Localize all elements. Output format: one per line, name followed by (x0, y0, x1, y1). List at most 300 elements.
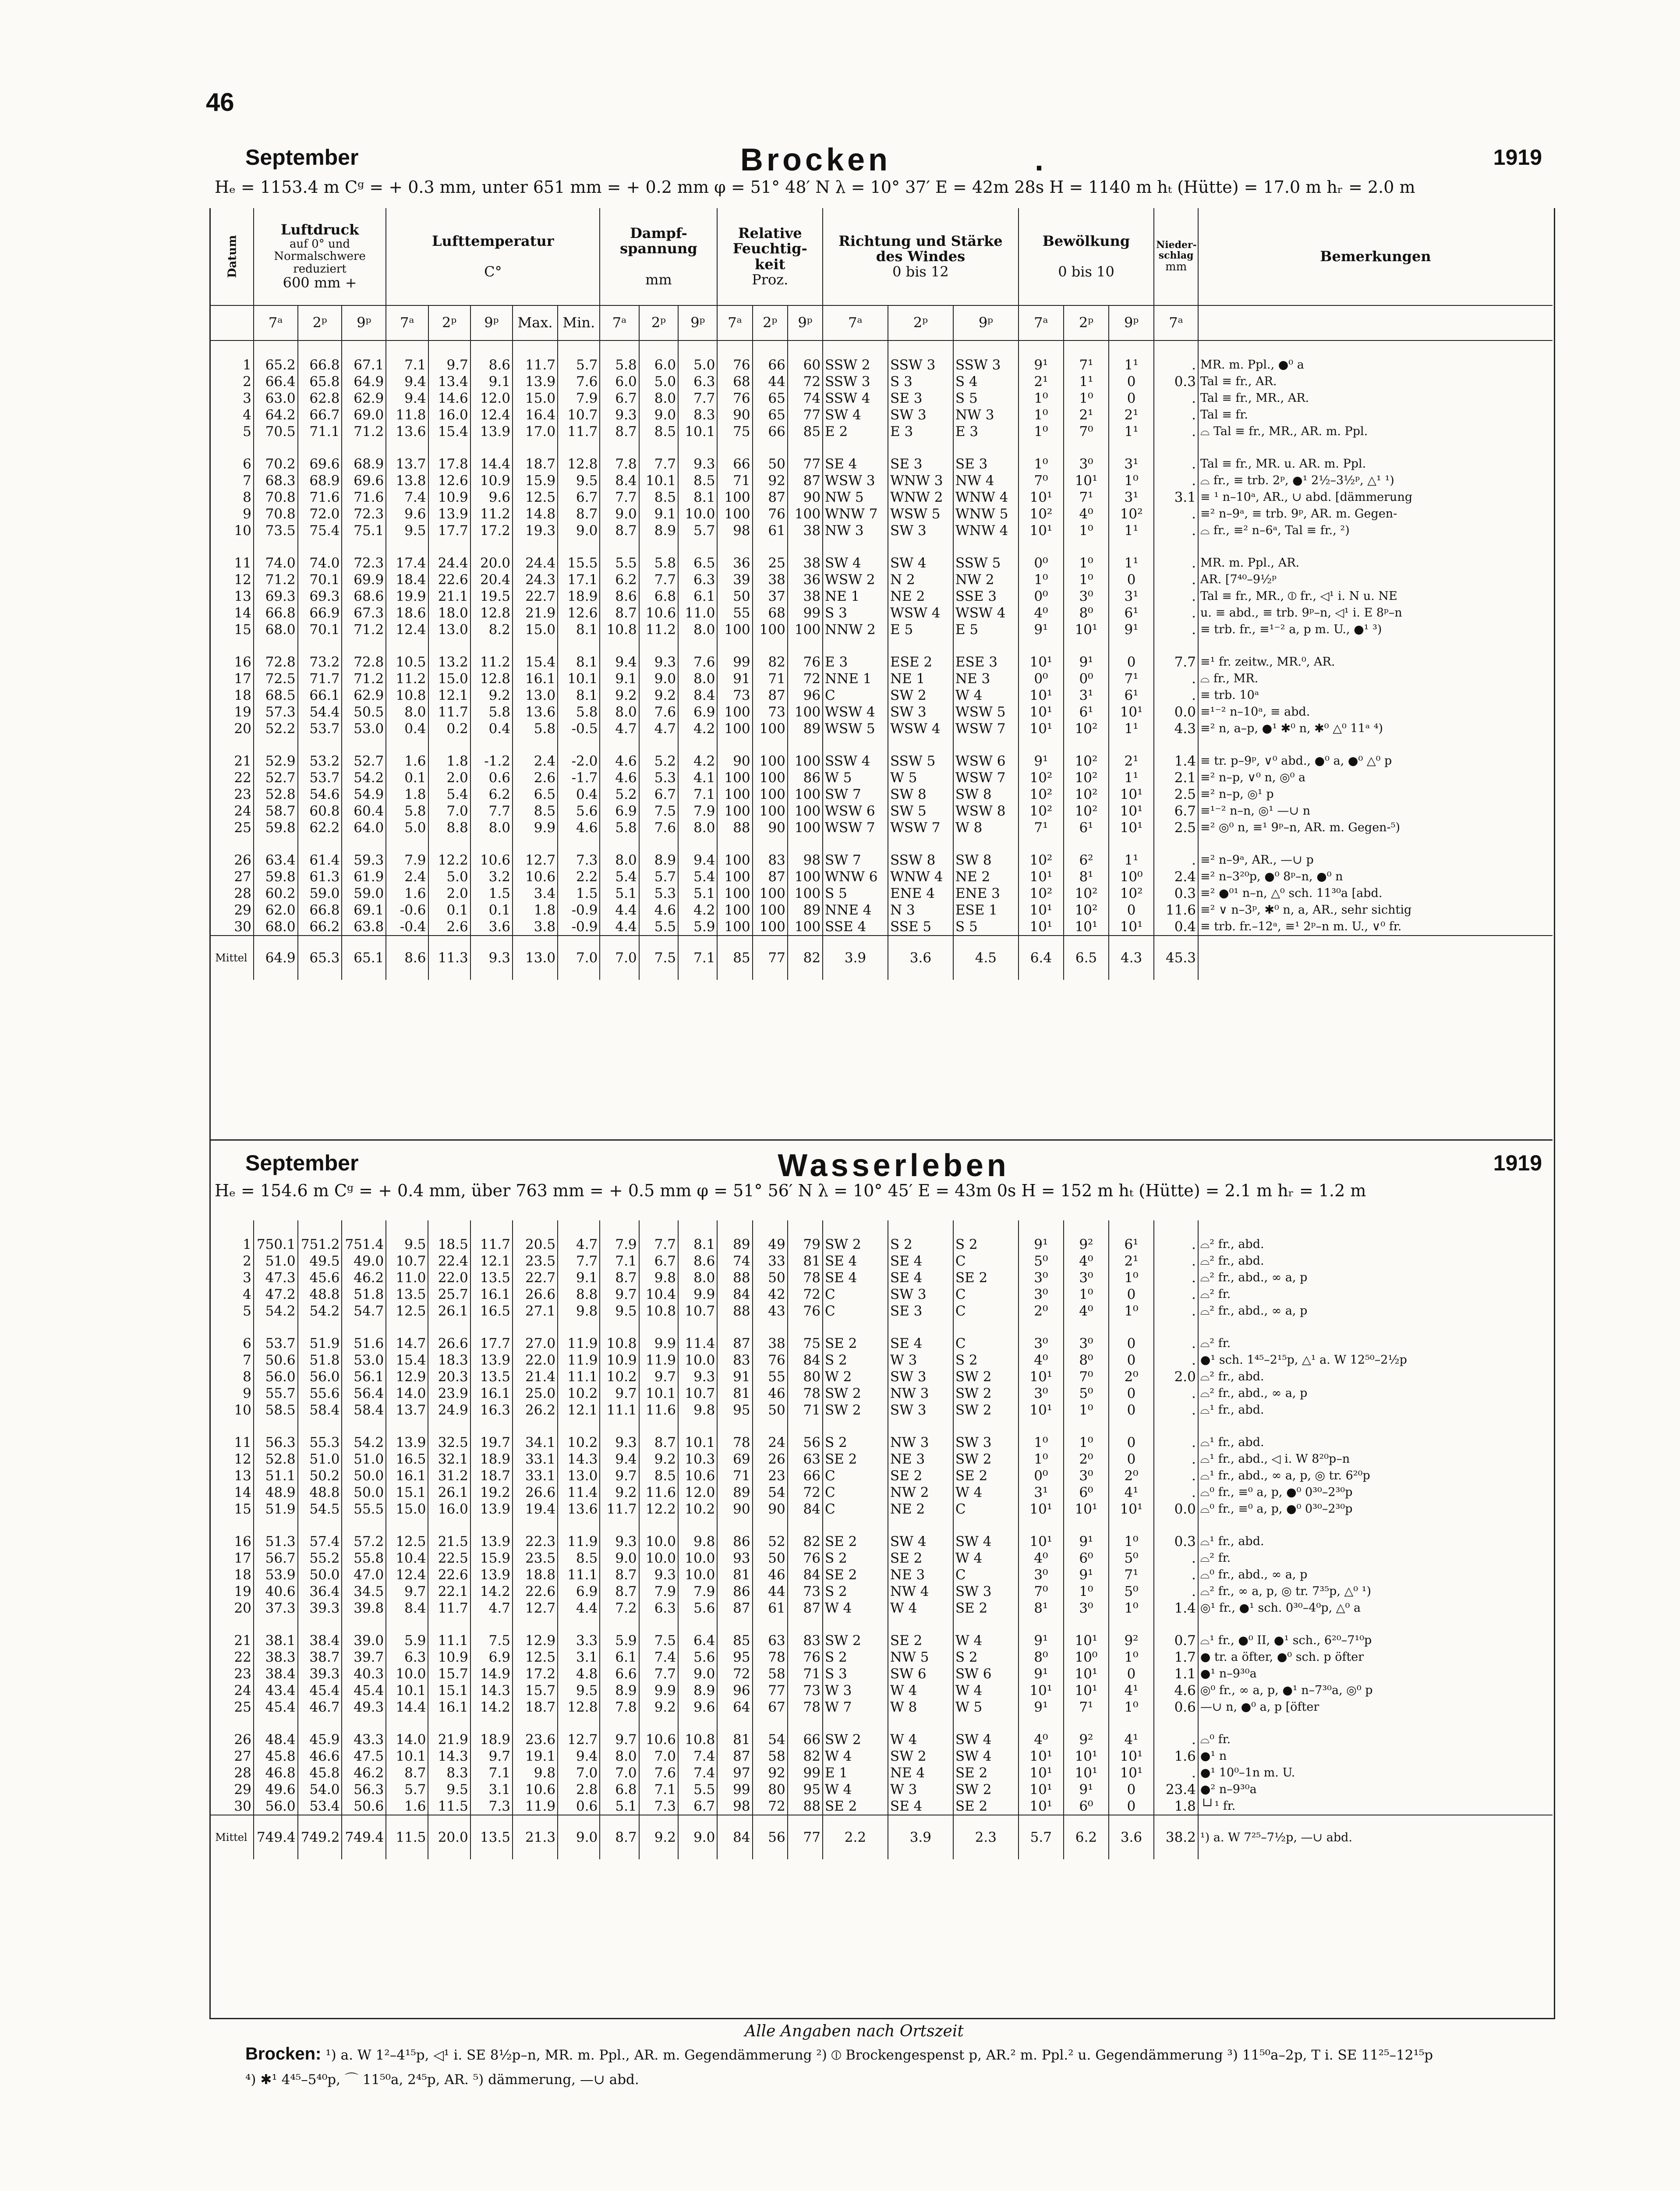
table-cell: 66 (788, 1731, 823, 1748)
table-cell: 86 (717, 1533, 752, 1550)
table-cell: -0.4 (386, 918, 428, 936)
table-cell: S 2 (823, 1649, 888, 1666)
table-cell: 12.1 (558, 1402, 600, 1418)
table-cell: 100 (753, 786, 788, 803)
mittel-cell: 6.5 (1064, 936, 1109, 980)
table-cell: 1.6 (386, 753, 428, 769)
col-dampfspannung: Dampf-spannung mm (600, 208, 717, 305)
table-cell: 0 (1109, 390, 1154, 407)
table-cell: . (1154, 1583, 1198, 1600)
table-cell: 76 (788, 1303, 823, 1319)
table-cell: 81 (717, 1731, 752, 1748)
mittel-cell: 7.1 (678, 936, 717, 980)
table-cell: 59.8 (254, 869, 298, 885)
table-cell: 7.4 (386, 489, 428, 506)
table-cell: 98 (788, 852, 823, 869)
table-cell: 20 (209, 720, 254, 737)
footnote-line-1: Brocken: ¹) a. W 1²–4¹⁵p, ◁¹ i. SE 8½p–n, MR. m. Ppl., AR. m. Gegendämmerung ²) ⦶ Brockengespenst p, AR.² m. Ppl.² u. Gegendämmerung ³) 11⁵⁰a–2p, T i. SE 11²⁵–12¹⁵p (245, 2044, 1433, 2063)
table-cell: 100 (788, 885, 823, 902)
table-cell: 9.4 (386, 373, 428, 390)
table-cell: 10.0 (639, 1533, 678, 1550)
table-cell: 51.6 (342, 1335, 386, 1352)
table-cell: W 5 (888, 769, 953, 786)
table-cell: 83 (717, 1352, 752, 1368)
table-cell: 15.1 (428, 1682, 470, 1699)
table-cell: 53.2 (298, 753, 342, 769)
table-cell: 10.6 (639, 605, 678, 621)
table-cell: NE 4 (888, 1765, 953, 1781)
table-cell: 90 (753, 819, 788, 836)
table-cell: 62.0 (254, 902, 298, 918)
table-cell: 51.0 (342, 1451, 386, 1468)
table-cell: 66.8 (298, 902, 342, 918)
table-cell: 7.3 (470, 1798, 513, 1815)
table-cell: ⌓ fr., MR. (1200, 672, 1259, 685)
table-cell: ⌓² fr., abd., ∞ a, p (1200, 1386, 1308, 1400)
table-cell: 100 (717, 869, 752, 885)
table-cell: 26 (209, 1731, 254, 1748)
table-cell: 8.1 (678, 1236, 717, 1253)
table-cell: W 8 (953, 819, 1019, 836)
table-cell: 8.3 (428, 1765, 470, 1781)
table-cell: 9¹ (1019, 1699, 1064, 1716)
table-cell: 62.9 (342, 390, 386, 407)
table-cell: 10¹ (1064, 472, 1109, 489)
table-cell: 56.0 (254, 1368, 298, 1385)
table-cell: ⌓² fr., abd. (1200, 1254, 1264, 1268)
table-cell: 75 (717, 423, 752, 440)
table-cell: 71 (717, 1468, 752, 1484)
table-cell: 0.2 (428, 720, 470, 737)
table-cell: 10.9 (470, 472, 513, 489)
mittel-cell: 5.7 (1019, 1815, 1064, 1859)
table-cell: C (823, 1468, 888, 1484)
table-cell: 5.0 (428, 869, 470, 885)
table-cell: WSW 2 (823, 571, 888, 588)
table-cell: 81 (788, 1253, 823, 1269)
table-cell: 5.1 (678, 885, 717, 902)
table-cell: 15.9 (513, 472, 558, 489)
table-cell: 31.2 (428, 1468, 470, 1484)
table-cell: SW 2 (888, 1748, 953, 1765)
table-cell: 88 (717, 1269, 752, 1286)
table-cell: 8.8 (428, 819, 470, 836)
table-cell: 10¹ (1109, 1501, 1154, 1517)
table-cell: 74 (788, 390, 823, 407)
table-cell: 5.8 (558, 704, 600, 720)
table-cell: 54.2 (342, 1434, 386, 1451)
table-cell: 12.5 (386, 1533, 428, 1550)
table-cell: 59.0 (342, 885, 386, 902)
table-cell: 20.5 (513, 1236, 558, 1253)
table-cell: 50.0 (342, 1484, 386, 1501)
table-cell: 51.9 (298, 1335, 342, 1352)
table-cell: 3⁰ (1019, 1269, 1064, 1286)
table-cell: SSW 8 (888, 852, 953, 869)
table-cell: —∪ n, ●⁰ a, p [öfter (1200, 1700, 1319, 1714)
table-cell: 15.0 (513, 621, 558, 638)
table-cell: S 2 (823, 1434, 888, 1451)
table-cell: 15.9 (470, 1550, 513, 1567)
table-cell: 55 (717, 605, 752, 621)
table-cell: 4.7 (639, 720, 678, 737)
table-cell: 53.4 (298, 1798, 342, 1815)
table-cell: C (823, 687, 888, 704)
table-cell: 0 (1109, 654, 1154, 670)
table-cell: 22.6 (428, 1567, 470, 1583)
table-cell: 5⁰ (1019, 1253, 1064, 1269)
table-cell: 45.8 (298, 1765, 342, 1781)
table-cell: 25 (209, 1699, 254, 1716)
table-cell: 10¹ (1019, 1682, 1064, 1699)
table-cell: 10.0 (678, 1567, 717, 1583)
table-cell: SE 3 (888, 456, 953, 472)
table-cell: 50.5 (342, 704, 386, 720)
table-cell: . (1154, 1303, 1198, 1319)
table-cell: 75.4 (298, 522, 342, 539)
table-cell: 2.0 (428, 885, 470, 902)
table-cell: 78 (753, 1649, 788, 1666)
table-cell: 100 (717, 704, 752, 720)
table-cell: 95 (717, 1402, 752, 1418)
table-cell: . (1154, 456, 1198, 472)
table-cell: NE 2 (888, 588, 953, 605)
table-cell: 58.5 (254, 1402, 298, 1418)
table-cell: SW 3 (953, 1434, 1019, 1451)
table-cell: 22.4 (428, 1253, 470, 1269)
col-lufttemperatur: Lufttemperatur C° (386, 208, 600, 305)
table-cell: SE 2 (823, 1533, 888, 1550)
table-cell: 27 (209, 869, 254, 885)
table-cell: SSE 4 (823, 918, 888, 936)
table-cell: SE 2 (953, 1468, 1019, 1484)
table-cell: 71.2 (342, 423, 386, 440)
table-cell: 8⁰ (1064, 1352, 1109, 1368)
table-cell: 3⁰ (1064, 1335, 1109, 1352)
table-cell: 0.7 (1154, 1632, 1198, 1649)
table-cell: 6.5 (513, 786, 558, 803)
table-cell: 100 (753, 803, 788, 819)
table-cell: 30 (209, 1798, 254, 1815)
table-cell: . (1154, 588, 1198, 605)
table-cell: 60.4 (342, 803, 386, 819)
table-cell: 5.5 (678, 1781, 717, 1798)
table-cell: 4⁰ (1019, 1731, 1064, 1748)
table-cell: 10.0 (386, 1666, 428, 1682)
table-cell: SE 3 (888, 1303, 953, 1319)
table-cell: 24.4 (428, 555, 470, 571)
brocken-station-title: Brocken . (740, 142, 1047, 177)
table-cell: . (1154, 423, 1198, 440)
table-cell: 8¹ (1019, 1600, 1064, 1617)
table-cell: 20 (209, 1600, 254, 1617)
table-cell: 5.3 (639, 885, 678, 902)
table-cell: 14.2 (470, 1583, 513, 1600)
table-cell: 7 (209, 1352, 254, 1368)
table-cell: S 2 (823, 1583, 888, 1600)
table-cell: 23 (209, 1666, 254, 1682)
table-cell: 13.9 (470, 1533, 513, 1550)
table-cell: W 4 (823, 1600, 888, 1617)
mittel-cell: 6.2 (1064, 1815, 1109, 1859)
mittel-cell: 64.9 (254, 936, 298, 980)
table-cell: N 2 (888, 571, 953, 588)
table-cell: 8.5 (678, 472, 717, 489)
table-cell: 22.7 (513, 1269, 558, 1286)
table-cell: 86 (717, 1583, 752, 1600)
table-cell: 0 (1109, 1335, 1154, 1352)
mittel-cell: 9.0 (678, 1815, 717, 1859)
table-cell: 100 (788, 786, 823, 803)
table-cell: 6.1 (600, 1649, 639, 1666)
table-cell: ⌓¹ fr., abd. (1200, 1436, 1264, 1449)
table-cell: . (1154, 522, 1198, 539)
table-cell: 81 (717, 1567, 752, 1583)
table-cell: SW 4 (953, 1731, 1019, 1748)
table-cell: 3¹ (1109, 588, 1154, 605)
table-cell: 6.1 (678, 588, 717, 605)
table-cell: 1 (209, 357, 254, 373)
table-cell: ●¹ n (1200, 1749, 1227, 1763)
table-cell: 24.9 (428, 1402, 470, 1418)
table-cell: 7.9 (600, 1236, 639, 1253)
table-cell: 53.9 (254, 1567, 298, 1583)
table-cell: 9.1 (639, 506, 678, 522)
table-cell: 18.7 (513, 1699, 558, 1716)
table-cell: MR. m. Ppl., ●⁰ a (1200, 358, 1304, 372)
table-cell: 6⁰ (1064, 1550, 1109, 1567)
table-cell: 7.8 (600, 1699, 639, 1716)
table-cell: C (823, 1484, 888, 1501)
col-luftdruck: Luftdruck auf 0° und Normalschwere reduziert 600 mm + (254, 208, 386, 305)
table-cell: 25 (209, 819, 254, 836)
table-cell: 3.2 (470, 869, 513, 885)
table-cell: 10.8 (639, 1303, 678, 1319)
table-cell: 4.7 (558, 1236, 600, 1253)
table-cell: 10² (1019, 786, 1064, 803)
table-cell: WSW 6 (823, 803, 888, 819)
table-cell: 2.8 (558, 1781, 600, 1798)
table-cell: SW 4 (823, 407, 888, 423)
table-cell: 12.8 (470, 605, 513, 621)
table-cell: 2.4 (1154, 869, 1198, 885)
wasserleben-station-title: Wasserleben (778, 1148, 1010, 1183)
table-cell: 7.4 (678, 1765, 717, 1781)
table-divider (209, 1139, 1553, 1141)
table-cell: 9¹ (1064, 654, 1109, 670)
table-cell: SW 3 (888, 1402, 953, 1418)
table-cell: 66 (753, 423, 788, 440)
table-cell: 10.8 (386, 687, 428, 704)
table-cell: 1⁰ (1109, 1303, 1154, 1319)
table-cell: 9.4 (558, 1748, 600, 1765)
table-cell: 10¹ (1019, 720, 1064, 737)
table-cell: 37 (753, 588, 788, 605)
table-cell: 17.7 (470, 1335, 513, 1352)
table-cell: 99 (788, 605, 823, 621)
table-cell: 7.3 (558, 852, 600, 869)
table-cell: 1⁰ (1019, 456, 1064, 472)
table-cell: 70.8 (254, 489, 298, 506)
mittel-cell: 3.9 (823, 936, 888, 980)
table-cell: SW 4 (823, 555, 888, 571)
table-cell: 10¹ (1019, 1748, 1064, 1765)
table-cell: S 3 (888, 373, 953, 390)
table-cell: 3¹ (1109, 489, 1154, 506)
table-cell: 13.9 (513, 373, 558, 390)
table-cell: 2.4 (513, 753, 558, 769)
table-cell: . (1154, 1567, 1198, 1583)
table-cell: 63.4 (254, 852, 298, 869)
table-cell: 15.4 (513, 654, 558, 670)
table-cell: SSW 3 (953, 357, 1019, 373)
table-cell: WSW 5 (953, 704, 1019, 720)
table-cell: ≡² n–p, ◎¹ p (1200, 787, 1274, 801)
table-cell: 38.7 (298, 1649, 342, 1666)
table-cell: 18.4 (386, 571, 428, 588)
table-cell: 23.5 (513, 1253, 558, 1269)
table-cell: 22 (209, 1649, 254, 1666)
table-cell: 89 (788, 720, 823, 737)
table-cell: S 5 (823, 885, 888, 902)
table-cell: 72.3 (342, 555, 386, 571)
table-cell: 8¹ (1064, 869, 1109, 885)
table-cell: 6.9 (470, 1649, 513, 1666)
table-cell: ≡² ●⁰¹ n–n, △⁰ sch. 11³⁰a [abd. (1200, 886, 1383, 900)
table-cell: . (1154, 605, 1198, 621)
table-cell: 2¹ (1109, 753, 1154, 769)
table-cell: 48.8 (298, 1286, 342, 1303)
table-cell: 21 (209, 1632, 254, 1649)
table-cell: 8.0 (678, 819, 717, 836)
table-cell: 6.9 (600, 803, 639, 819)
table-cell: 8.1 (558, 687, 600, 704)
table-cell: SW 3 (888, 704, 953, 720)
table-cell: 49.5 (298, 1253, 342, 1269)
table-cell: 9.7 (600, 1385, 639, 1402)
table-cell: 76 (717, 357, 752, 373)
table-cell: 22.5 (428, 1550, 470, 1567)
table-cell: SW 6 (888, 1666, 953, 1682)
table-cell: ● tr. a öfter, ●⁰ sch. p öfter (1200, 1650, 1364, 1664)
table-cell: 1¹ (1109, 720, 1154, 737)
table-cell: 52.2 (254, 720, 298, 737)
table-cell: S 2 (888, 1236, 953, 1253)
table-cell: 13.9 (470, 423, 513, 440)
table-cell: 99 (717, 1781, 752, 1798)
table-cell: 16.1 (470, 1286, 513, 1303)
table-cell: 100 (717, 852, 752, 869)
table-cell: 5.1 (600, 885, 639, 902)
table-cell: 3⁰ (1064, 1468, 1109, 1484)
table-cell: 7.7 (600, 489, 639, 506)
table-cell: 16.1 (470, 1385, 513, 1402)
table-cell: 16.3 (470, 1402, 513, 1418)
table-cell: 13.7 (386, 456, 428, 472)
table-cell: 4.6 (639, 902, 678, 918)
table-cell: 10¹ (1019, 902, 1064, 918)
table-cell: W 4 (953, 687, 1019, 704)
table-cell: 6.0 (639, 357, 678, 373)
table-cell: 22.6 (513, 1583, 558, 1600)
table-cell: 17.1 (558, 571, 600, 588)
table-cell: 3⁰ (1064, 588, 1109, 605)
table-cell: SE 4 (888, 1253, 953, 1269)
table-cell: 5.9 (600, 1632, 639, 1649)
table-cell: NNW 2 (823, 621, 888, 638)
table-cell: 54.2 (342, 769, 386, 786)
table-cell: 16.5 (386, 1451, 428, 1468)
table-cell: 13.5 (470, 1368, 513, 1385)
table-cell: 0 (1109, 1352, 1154, 1368)
footnote-line-2: ⁴) ✱¹ 4⁴⁵–5⁴⁰p, ⌒ 11⁵⁰a, 2⁴⁵p, AR. ⁵) dämmerung, —∪ abd. (245, 2072, 639, 2088)
table-cell: 12.5 (386, 1303, 428, 1319)
table-cell: 68.9 (342, 456, 386, 472)
table-cell: SW 8 (953, 786, 1019, 803)
table-cell: 51.8 (298, 1352, 342, 1368)
table-cell: SE 4 (888, 1335, 953, 1352)
table-cell: 9¹ (1109, 621, 1154, 638)
table-cell: 10.7 (558, 407, 600, 423)
table-cell: 13.9 (386, 1434, 428, 1451)
table-cell: 10.1 (678, 423, 717, 440)
table-cell: 10¹ (1109, 704, 1154, 720)
table-cell: 1⁰ (1064, 1402, 1109, 1418)
table-cell: SW 4 (953, 1533, 1019, 1550)
table-cell: 100 (717, 720, 752, 737)
table-cell: 61.3 (298, 869, 342, 885)
table-cell: 1⁰ (1064, 1434, 1109, 1451)
table-cell: SE 2 (823, 1798, 888, 1815)
table-cell: ⌓² fr. (1200, 1337, 1231, 1350)
mittel-cell: 749.4 (254, 1815, 298, 1859)
table-cell: 67.3 (342, 605, 386, 621)
table-cell: 84 (788, 1352, 823, 1368)
mittel-cell: 11.3 (428, 936, 470, 980)
table-cell: 45.6 (298, 1269, 342, 1286)
table-cell: 5.0 (639, 373, 678, 390)
table-cell: 26.6 (513, 1286, 558, 1303)
table-cell: 3.4 (513, 885, 558, 902)
table-cell: 13.5 (386, 1286, 428, 1303)
table-cell: ●¹ 10⁰–1n m. U. (1200, 1766, 1295, 1780)
table-cell: 2.0 (428, 769, 470, 786)
col-niederschlag: Nieder-schlag mm (1154, 208, 1198, 305)
table-cell: 43 (753, 1303, 788, 1319)
table-cell: 10¹ (1109, 786, 1154, 803)
table-cell: 47.0 (342, 1567, 386, 1583)
table-cell: 9¹ (1019, 621, 1064, 638)
table-cell: 89 (717, 1236, 752, 1253)
table-cell: 100 (788, 819, 823, 836)
table-cell: 8⁰ (1019, 1649, 1064, 1666)
table-cell: 6⁰ (1064, 1798, 1109, 1815)
table-cell: 7.0 (600, 1765, 639, 1781)
table-cell: 1.5 (558, 885, 600, 902)
table-cell: ⌓² fr., ∞ a, p, ◎ tr. 7³⁵p, △⁰ ¹) (1200, 1585, 1372, 1598)
table-cell: 69.6 (342, 472, 386, 489)
table-cell: 8.7 (600, 605, 639, 621)
table-cell: 0.0 (1154, 1501, 1198, 1517)
table-cell: 1⁰ (1064, 571, 1109, 588)
table-cell: 14.0 (386, 1385, 428, 1402)
table-cell: W 7 (823, 1699, 888, 1716)
table-cell: 6.7 (639, 786, 678, 803)
table-cell: ⌓¹ fr., abd. (1200, 1403, 1264, 1417)
table-cell: ⌓ fr., ≡ trb. 2ᵖ, ●¹ 2½–3½ᵖ, △¹ ¹) (1200, 474, 1394, 487)
table-cell: 17.8 (428, 456, 470, 472)
table-cell: 5.8 (600, 819, 639, 836)
